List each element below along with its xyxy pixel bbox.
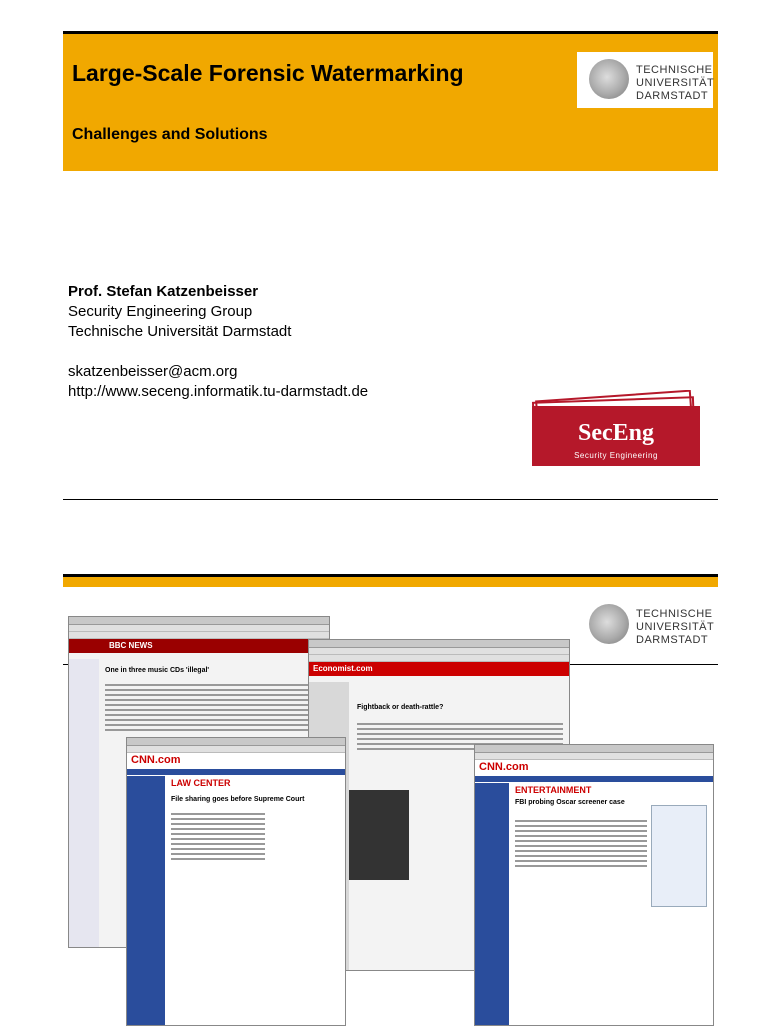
tud-line-3: DARMSTADT	[636, 90, 709, 102]
tud-line-1: TECHNISCHE	[636, 64, 713, 76]
slide-1-bottom-rule	[63, 499, 718, 500]
cnn-logo: CNN.com	[479, 761, 529, 773]
author-name: Prof. Stefan Katzenbeisser	[68, 283, 259, 300]
slide-2	[0, 512, 768, 1024]
tud-line-1: TECHNISCHE	[636, 608, 713, 620]
cnn-ent-headline: FBI probing Oscar screener case	[515, 799, 625, 806]
title-banner	[63, 577, 718, 587]
cnn-law-screenshot	[126, 737, 346, 1026]
slide-title: Large-Scale Forensic Watermarking	[72, 60, 464, 86]
seceng-logo-name: SecEng	[577, 420, 655, 446]
author-block	[68, 282, 368, 402]
tud-logo-text	[636, 608, 714, 647]
tud-logo	[577, 52, 713, 108]
tud-line-3: DARMSTADT	[636, 634, 709, 646]
author-email[interactable]: skatzenbeisser@acm.org	[68, 363, 238, 380]
tud-seal-icon	[589, 604, 629, 644]
cnn-entertainment-screenshot	[474, 744, 714, 1026]
seceng-logo	[524, 390, 710, 470]
tud-line-2: UNIVERSITÄT	[636, 621, 715, 633]
tud-logo-text	[636, 64, 714, 103]
cnn-logo: CNN.com	[131, 754, 181, 766]
author-university: Technische Universität Darmstadt	[68, 323, 292, 340]
cnn-law-section: LAW CENTER	[171, 778, 231, 788]
bbc-headline: One in three music CDs 'illegal'	[105, 667, 210, 674]
cnn-ent-section: ENTERTAINMENT	[515, 785, 592, 795]
cnn-law-headline: File sharing goes before Supreme Court	[171, 796, 305, 803]
author-group: Security Engineering Group	[68, 303, 253, 320]
slide-subtitle: Challenges and Solutions	[72, 126, 268, 143]
seceng-logo-tagline: Security Engineering	[574, 451, 658, 460]
tud-seal-icon	[589, 59, 629, 99]
economist-logo: Economist.com	[313, 664, 373, 673]
tud-line-2: UNIVERSITÄT	[636, 77, 715, 89]
slide-1	[0, 0, 768, 512]
tud-logo	[577, 598, 713, 654]
economist-headline: Fightback or death-rattle?	[357, 704, 444, 711]
author-url[interactable]: http://www.seceng.informatik.tu-darmstadt.de	[68, 383, 369, 400]
bbc-logo: BBC NEWS	[109, 641, 153, 650]
